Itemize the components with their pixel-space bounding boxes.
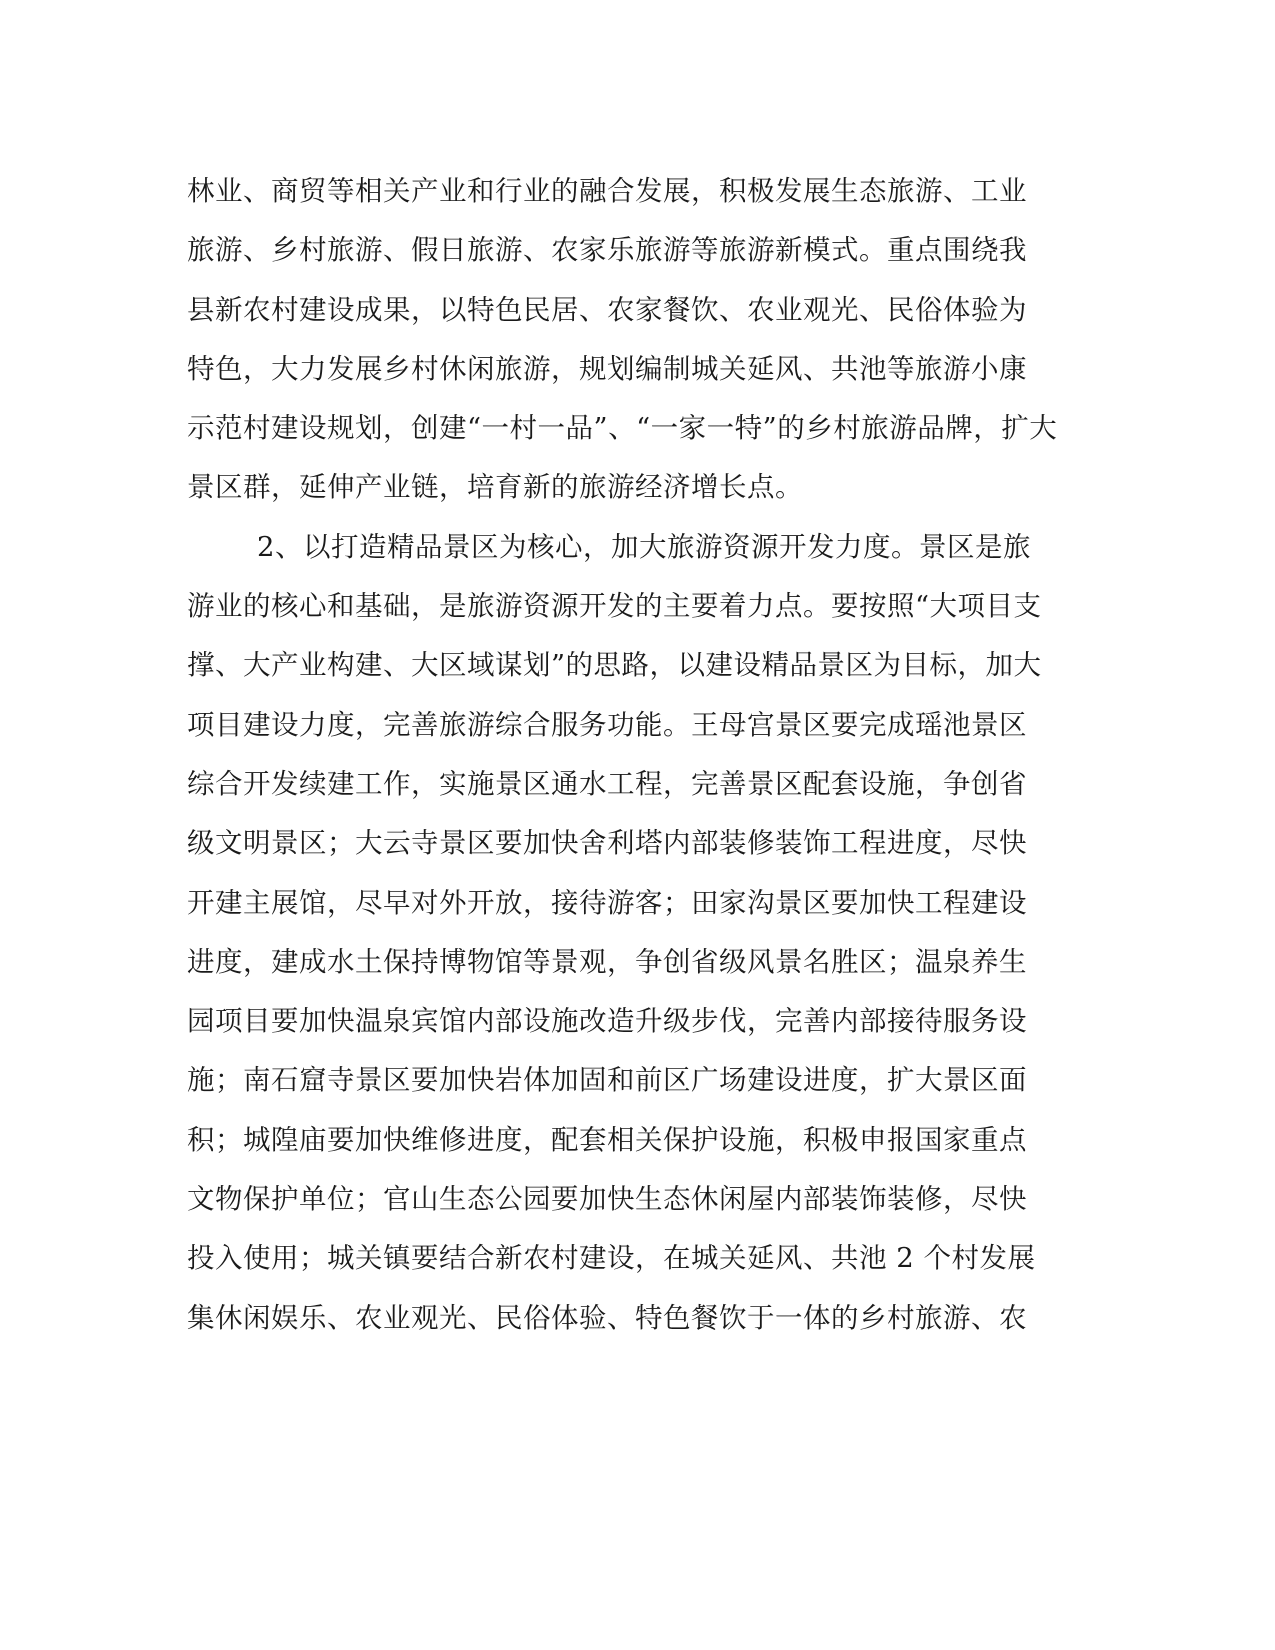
text-line: 景区群，延伸产业链，培育新的旅游经济增长点。	[187, 471, 803, 504]
paragraph-start-line: 2、以打造精品景区为核心，加大旅游资源开发力度。景区是旅	[257, 530, 1031, 563]
text-line: 投入使用；城关镇要结合新农村建设，在城关延风、共池 2 个村发展	[187, 1242, 1036, 1275]
text-line: 县新农村建设成果，以特色民居、农家餐饮、农业观光、民俗体验为	[187, 293, 1027, 326]
text-line: 项目建设力度，完善旅游综合服务功能。王母宫景区要完成瑶池景区	[187, 708, 1027, 741]
text-line: 综合开发续建工作，实施景区通水工程，完善景区配套设施，争创省	[187, 767, 1027, 800]
text-line: 开建主展馆，尽早对外开放，接待游客；田家沟景区要加快工程建设	[187, 886, 1027, 919]
text-line: 旅游、乡村旅游、假日旅游、农家乐旅游等旅游新模式。重点围绕我	[187, 234, 1027, 267]
text-line: 游业的核心和基础，是旅游资源开发的主要着力点。要按照“大项目支	[187, 590, 1042, 623]
text-line: 积；城隍庙要加快维修进度，配套相关保护设施，积极申报国家重点	[187, 1123, 1027, 1156]
text-line: 集休闲娱乐、农业观光、民俗体验、特色餐饮于一体的乡村旅游、农	[187, 1301, 1027, 1334]
text-line: 林业、商贸等相关产业和行业的融合发展，积极发展生态旅游、工业	[187, 175, 1027, 207]
body-text	[187, 162, 1067, 1348]
text-line: 示范村建设规划，创建“一村一品”、“一家一特”的乡村旅游品牌，扩大	[187, 412, 1058, 445]
text-line: 进度，建成水土保持博物馆等景观，争创省级风景名胜区；温泉养生	[187, 945, 1027, 978]
text-line: 施；南石窟寺景区要加快岩体加固和前区广场建设进度，扩大景区面	[187, 1064, 1027, 1097]
text-line: 文物保护单位；官山生态公园要加快生态休闲屋内部装饰装修，尽快	[187, 1183, 1027, 1216]
text-line: 园项目要加快温泉宾馆内部设施改造升级步伐，完善内部接待服务设	[187, 1005, 1027, 1038]
text-line: 特色，大力发展乡村休闲旅游，规划编制城关延风、共池等旅游小康	[187, 352, 1027, 385]
text-line: 级文明景区；大云寺景区要加快舍利塔内部装修装饰工程进度，尽快	[187, 827, 1027, 860]
text-line: 撑、大产业构建、大区域谋划”的思路，以建设精品景区为目标，加大	[187, 649, 1042, 682]
